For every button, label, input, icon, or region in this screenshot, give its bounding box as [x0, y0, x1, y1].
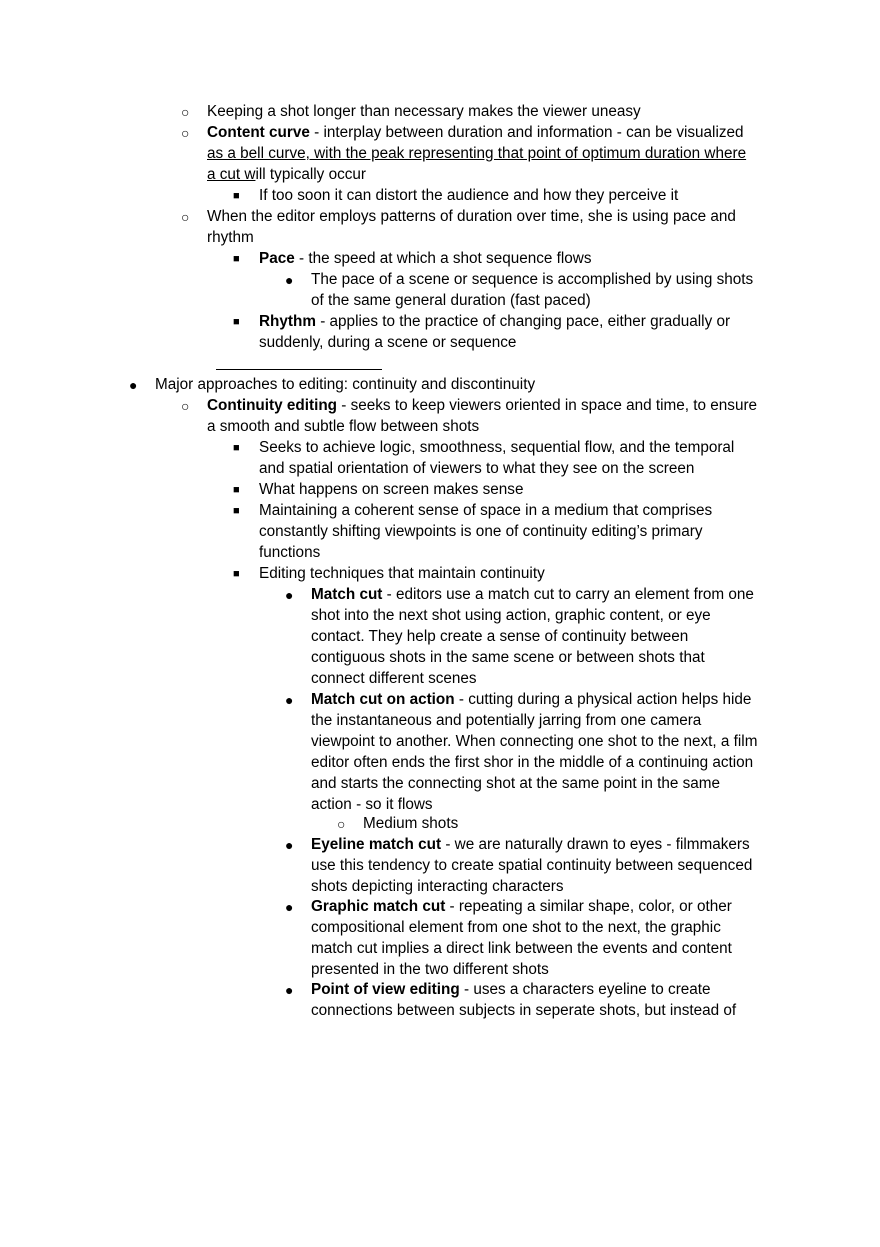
underlined-text-line: as a bell curve, with the peak representing that point of optimum duration where	[207, 145, 747, 162]
bullet-dot: ●	[129, 377, 138, 393]
graphic-match-cut-item	[311, 897, 732, 917]
definition-text: - we are naturally drawn to eyes - filmmakers	[441, 836, 750, 853]
horizontal-rule	[216, 369, 382, 370]
text-line: presented in the two different shots	[311, 961, 549, 978]
bullet-open-circle: ○	[337, 816, 346, 832]
text-line: use this tendency to create spatial continuity between sequenced	[311, 857, 753, 874]
definition-text: - seeks to keep viewers oriented in space and time, to ensure	[337, 397, 758, 414]
continuity-editing-item	[207, 396, 757, 416]
text-line: viewpoint to another. When connecting one shot to the next, a film	[311, 733, 758, 750]
bullet-square: ■	[233, 316, 240, 328]
content-curve-item	[207, 123, 744, 143]
text-line: The pace of a scene or sequence is accomplished by using shots	[311, 271, 754, 288]
term-continuity-editing: Continuity editing	[207, 397, 338, 414]
term-graphic-match-cut: Graphic match cut	[311, 898, 446, 915]
section-heading-line: Major approaches to editing: continuity and discontinuity	[155, 376, 536, 393]
bullet-dot: ●	[285, 837, 294, 853]
bullet-open-circle: ○	[181, 104, 190, 120]
bullet-dot: ●	[285, 587, 294, 603]
text-line: action - so it flows	[311, 796, 433, 813]
text-line: match cut implies a direct link between the events and content	[311, 940, 732, 957]
bullet-open-circle: ○	[181, 209, 190, 225]
eyeline-match-cut-item	[311, 835, 750, 855]
definition-text: - the speed at which a shot sequence flows	[294, 250, 592, 267]
text-line: When the editor employs patterns of duration over time, she is using pace and	[207, 208, 736, 225]
text-line: Editing techniques that maintain continuity	[259, 565, 545, 582]
text-line: Keeping a shot longer than necessary makes the viewer uneasy	[207, 103, 641, 120]
bullet-open-circle: ○	[181, 398, 190, 414]
text-line: constantly shifting viewpoints is one of continuity editing’s primary	[259, 523, 703, 540]
bullet-square: ■	[233, 253, 240, 265]
pace-item	[259, 249, 592, 269]
text-line: shot into the next shot using action, graphic content, or eye	[311, 607, 711, 624]
text-line: Seeks to achieve logic, smoothness, sequential flow, and the temporal	[259, 439, 735, 456]
term-point-of-view-editing: Point of view editing	[311, 981, 460, 998]
text-line: rhythm	[207, 229, 254, 246]
bullet-dot: ●	[285, 899, 294, 915]
term-rhythm: Rhythm	[259, 313, 316, 330]
term-match-cut-on-action: Match cut on action	[311, 691, 455, 708]
bullet-dot: ●	[285, 982, 294, 998]
underlined-text: a cut w	[207, 166, 256, 183]
match-cut-on-action-item	[311, 690, 751, 710]
bullet-square: ■	[233, 568, 240, 580]
text-line: If too soon it can distort the audience and how they perceive it	[259, 187, 679, 204]
term-match-cut: Match cut	[311, 586, 383, 603]
text-line: contact. They help create a sense of continuity between	[311, 628, 689, 645]
text-line: suddenly, during a scene or sequence	[259, 334, 517, 351]
text-line: Maintaining a coherent sense of space in a medium that comprises	[259, 502, 713, 519]
point-of-view-editing-item	[311, 980, 711, 1000]
text-line: and spatial orientation of viewers to what they see on the screen	[259, 460, 695, 477]
bullet-dot: ●	[285, 692, 294, 708]
definition-text: - interplay between duration and information - can be visualized	[309, 124, 744, 141]
definition-text: - repeating a similar shape, color, or other	[445, 898, 732, 915]
text-span: ill typically occur	[255, 166, 366, 183]
definition-text: - editors use a match cut to carry an element from one	[382, 586, 754, 603]
text-line: functions	[259, 544, 321, 561]
text-line: Medium shots	[363, 815, 459, 832]
term-content-curve: Content curve	[207, 124, 310, 141]
text-line	[207, 165, 366, 185]
rhythm-item	[259, 312, 730, 332]
bullet-dot: ●	[285, 272, 294, 288]
text-line: the instantaneous and potentially jarring from one camera	[311, 712, 702, 729]
text-line: connections between subjects in seperate shots, but instead of	[311, 1002, 737, 1019]
definition-text: - applies to the practice of changing pace, either gradually or	[315, 313, 731, 330]
bullet-square: ■	[233, 190, 240, 202]
text-line: contiguous shots in the same scene or between shots that	[311, 649, 705, 666]
text-line: a smooth and subtle flow between shots	[207, 418, 480, 435]
definition-text: - cutting during a physical action helps hide	[454, 691, 752, 708]
match-cut-item	[311, 585, 754, 605]
bullet-square: ■	[233, 484, 240, 496]
bullet-square: ■	[233, 442, 240, 454]
text-line: connect different scenes	[311, 670, 477, 687]
text-line: and starts the connecting shot at the same point in the same	[311, 775, 721, 792]
text-line: compositional element from one shot to the next, the graphic	[311, 919, 721, 936]
definition-text: - uses a characters eyeline to create	[459, 981, 711, 998]
text-line: of the same general duration (fast paced)	[311, 292, 591, 309]
bullet-square: ■	[233, 505, 240, 517]
bullet-open-circle: ○	[181, 125, 190, 141]
text-line: editor often ends the first shor in the middle of a continuing action	[311, 754, 754, 771]
term-eyeline-match-cut: Eyeline match cut	[311, 836, 442, 853]
term-pace: Pace	[259, 250, 295, 267]
text-line: shots depicting interacting characters	[311, 878, 564, 895]
text-line: What happens on screen makes sense	[259, 481, 524, 498]
